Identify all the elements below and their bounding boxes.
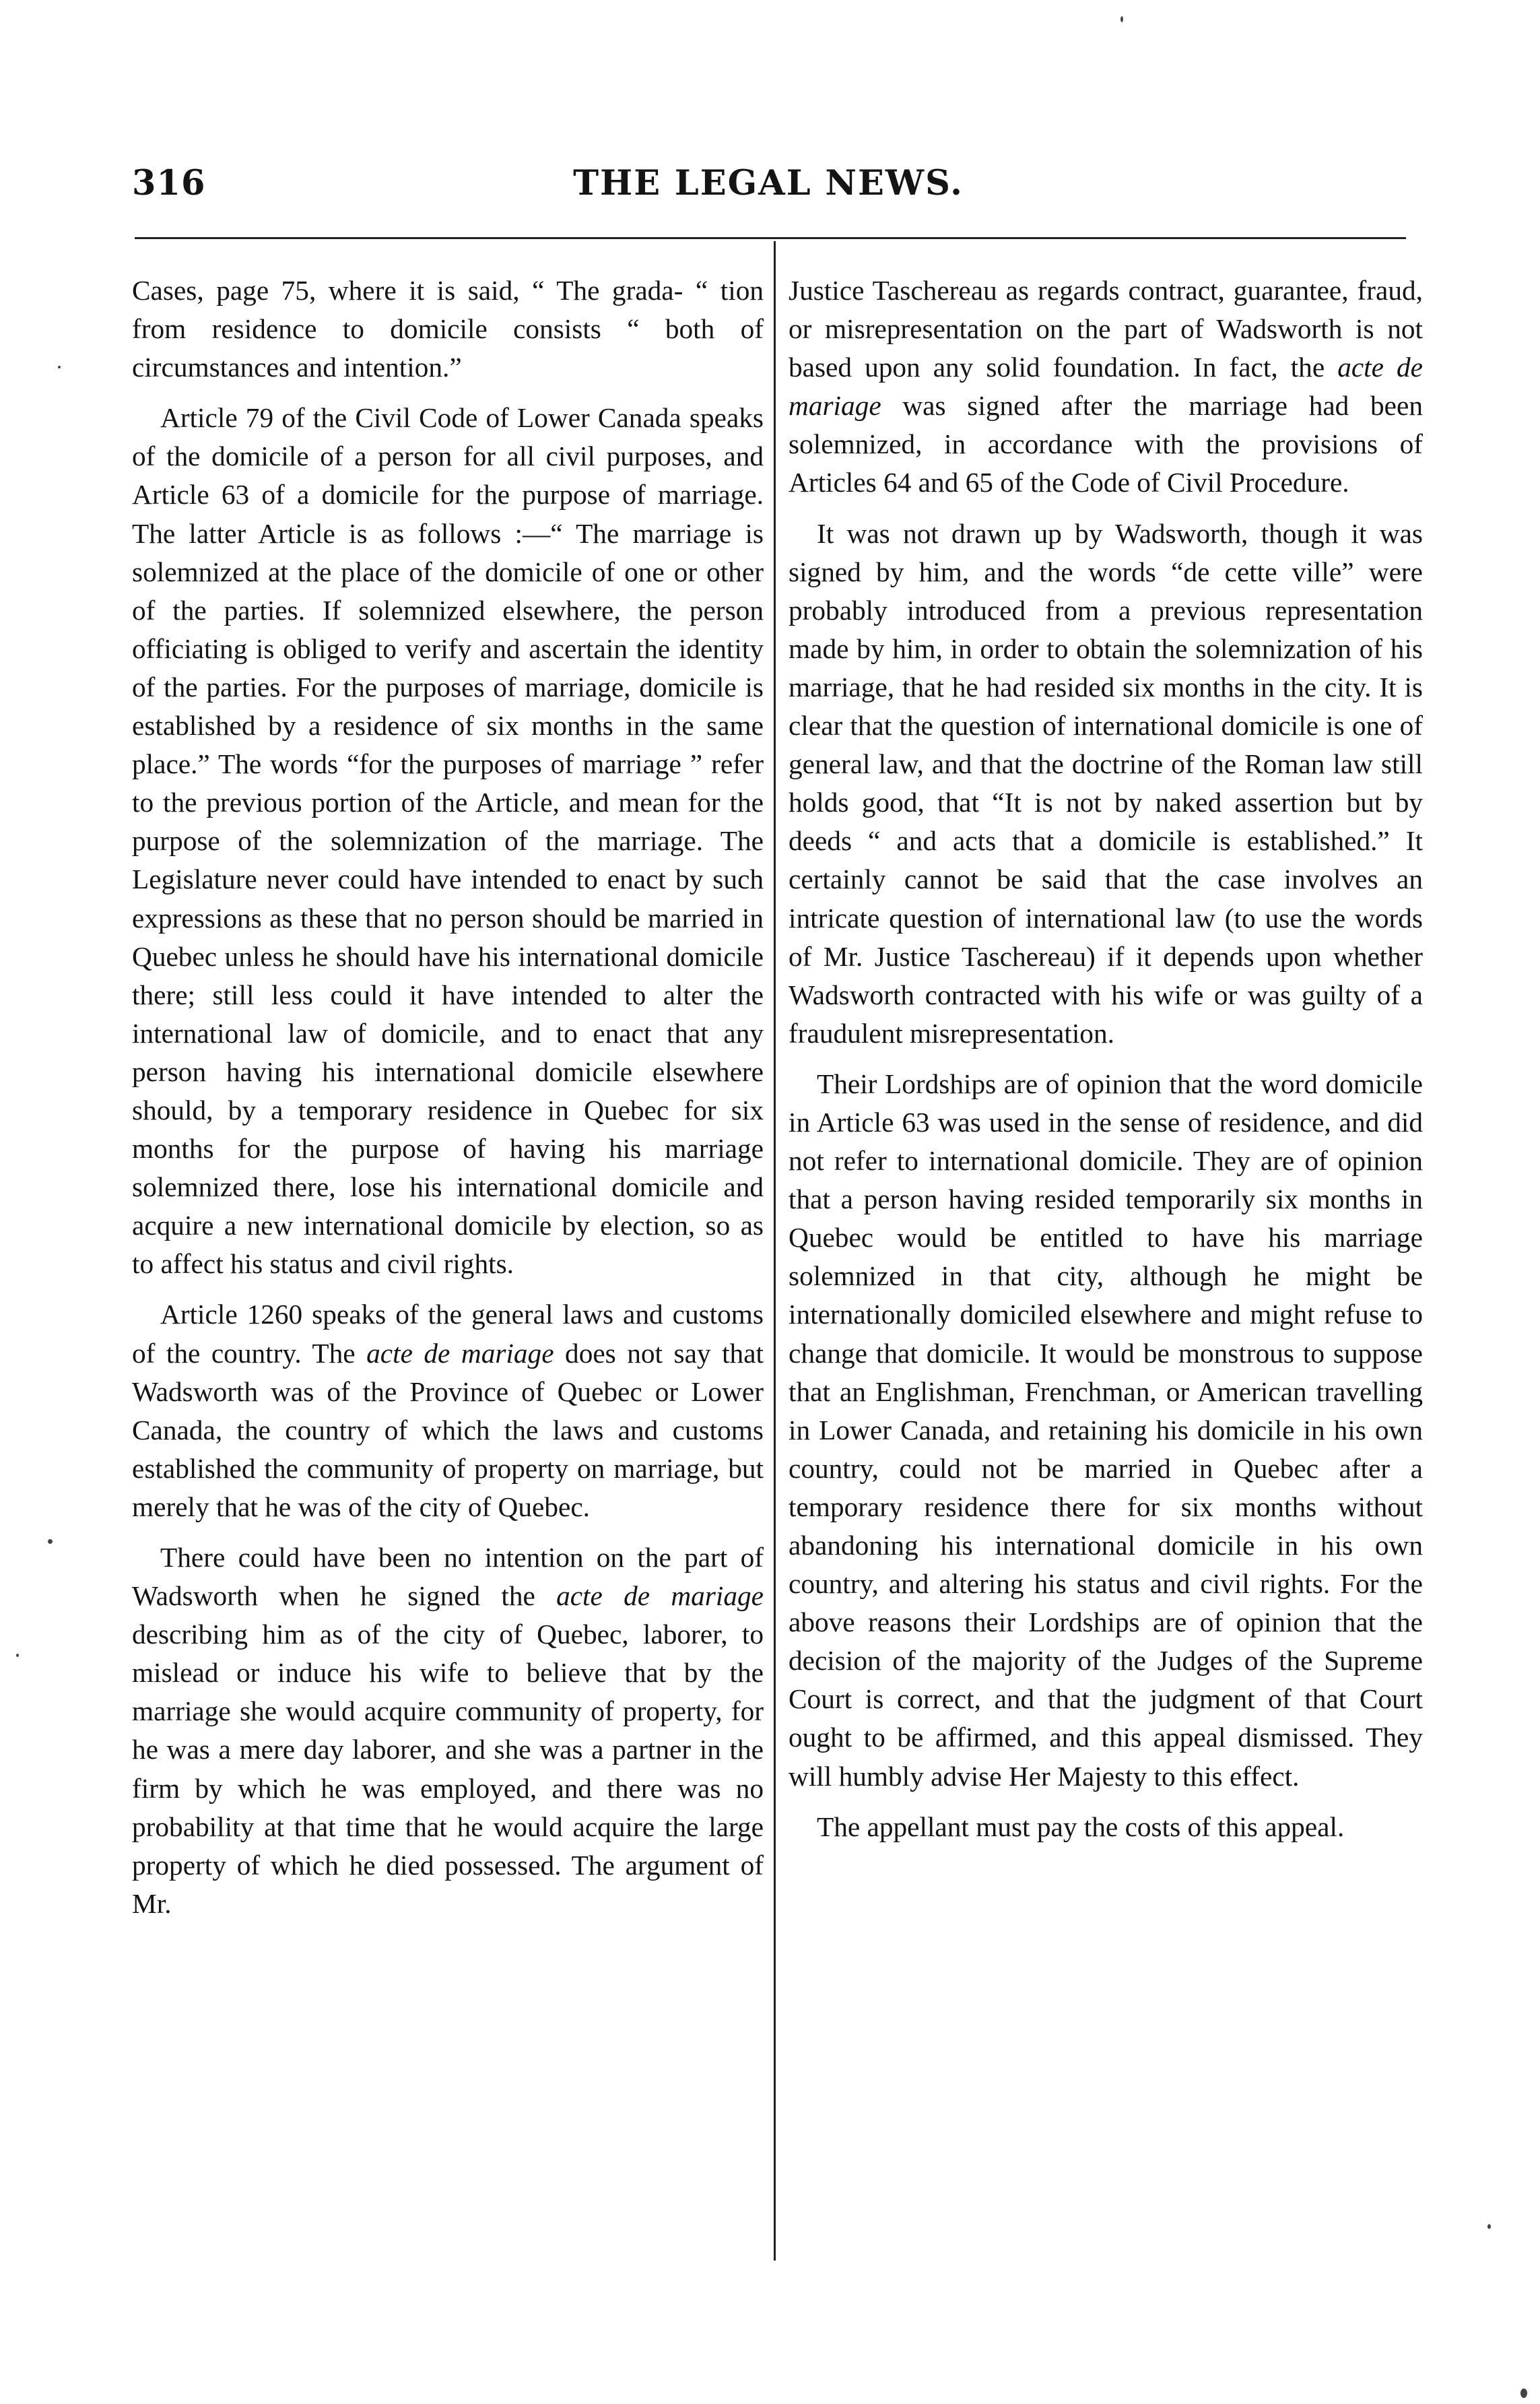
header-rule [135,237,1406,239]
text-run: does not say that Wadsworth was of the Province of Quebec or Lower Canada, the country of which the laws and customs established the community of property on marriage, but merely that he was of the city of Quebec. [132,1337,764,1522]
text-run: describing him as of the city of Quebec, laborer, to mislead or induce his wife to believe that by the marriage she would acquire community of property, for he was a mere day laborer, and she was a partner in the firm by which he was employed, and there was no probability at that time that he would acquire the large property of which he died possessed. The argument of Mr. [132,1619,764,1919]
scan-speck [58,366,61,368]
italic-phrase: acte de mariage [366,1337,554,1369]
text-run: Article 79 of the Civil Code of Lower Canada speaks of the domicile of a person for all civil purposes, and Article 63 of a domicile for the purpose of marriage. The latter Article is as follows :—“ The marriage is solemnized at the place of the domicile of one or other of the parties. If solemnized elsewhere, the person officiating is obliged to verify and ascertain the identity of the parties. For the purposes of marriage, domicile is established by a residence of six months in the same place.” The words “for the purposes of marriage ” refer to the previous portion of the Article, and mean for the purpose of the solemnization of the marriage. The Legislature never could have intended to enact by such expressions as these that no person should be married in Quebec unless he should have his international domicile there; still less could it have intended to alter the international law of domicile, and to enact that any person having his international domicile elsewhere should, by a temporary residence in Quebec for six months for the purpose of having his marriage solemnized there, lose his international domicile and acquire a new international domicile by election, so as to affect his status and civil rights. [132,402,764,1280]
paragraph [789,1065,1423,1796]
paragraph [789,1808,1423,1846]
italic-phrase: acte de mariage [556,1580,764,1612]
text-run: Cases, page 75, where it is said, “ The grada- “ tion from residence to domicile consists “ both of circumstances and intention.” [132,275,764,383]
text-run: The appellant must pay the costs of this appeal. [817,1811,1345,1842]
text-run: was signed after the marriage had been solemnized, in accordance with the provisions of Articles 64 and 65 of the Code of Civil Procedure. [789,390,1423,498]
text-run: Justice Taschereau as regards contract, guarantee, fraud, or misrepresentation on the part of Wadsworth is not based upon any solid foundation. In fact, the [789,275,1423,383]
page-number: 316 [132,163,206,203]
paragraph [132,1295,764,1526]
paragraph [132,399,764,1283]
text-run: Their Lordships are of opinion that the word domicile in Article 63 was used in the sense of residence, and did not refer to international domicile. They are of opinion that a person having resided temporarily six months in Quebec would be entitled to have his marriage solemnized in that city, although he might be internationally domiciled elsewhere and might refuse to change that domicile. It would be monstrous to suppose that an Englishman, Frenchman, or American travelling in Lower Canada, and retaining his domicile in his own country, could not be married in Quebec after a temporary residence there for six months without abandoning his international domicile in his own country, and altering his status and civil rights. For the above reasons their Lordships are of opinion that the decision of the majority of the Judges of the Supreme Court is correct, and that the judgment of that Court ought to be affirmed, and this appeal dismissed. They will humbly advise Her Majesty to this effect. [789,1068,1423,1792]
scan-speck [1120,16,1123,22]
scan-speck [1520,2389,1527,2398]
italic-phrase: acte de mariage [789,352,1423,422]
left-column [132,271,764,1923]
running-head: THE LEGAL NEWS. [573,163,964,203]
text-run: It was not drawn up by Wadsworth, though it was signed by him, and the words “de cette ville” were probably introduced from a previous representation made by him, in order to obtain the solemnization of his marriage, that he had resided six months in the city. It is clear that the question of international domicile is one of general law, and that the doctrine of the Roman law still holds good, that “It is not by naked assertion but by deeds “ and acts that a domicile is established.” It certainly cannot be said that the case involves an intricate question of international law (to use the words of Mr. Justice Taschereau) if it depends upon whether Wadsworth contracted with his wife or was guilty of a fraudulent misrepresentation. [789,517,1423,1049]
text-run: Article 1260 speaks of the general laws and customs of the country. The [132,1299,764,1369]
paragraph [789,515,1423,1053]
scan-speck [16,1654,19,1657]
scan-speck [48,1539,53,1544]
text-run: There could have been no intention on the part of Wadsworth when he signed the [132,1542,764,1612]
page-header [132,163,1405,210]
right-column [789,271,1423,1846]
scan-speck [1487,2224,1491,2229]
paragraph [789,271,1423,502]
paragraph [132,1538,764,1923]
paragraph [132,271,764,387]
column-divider [774,241,776,2261]
